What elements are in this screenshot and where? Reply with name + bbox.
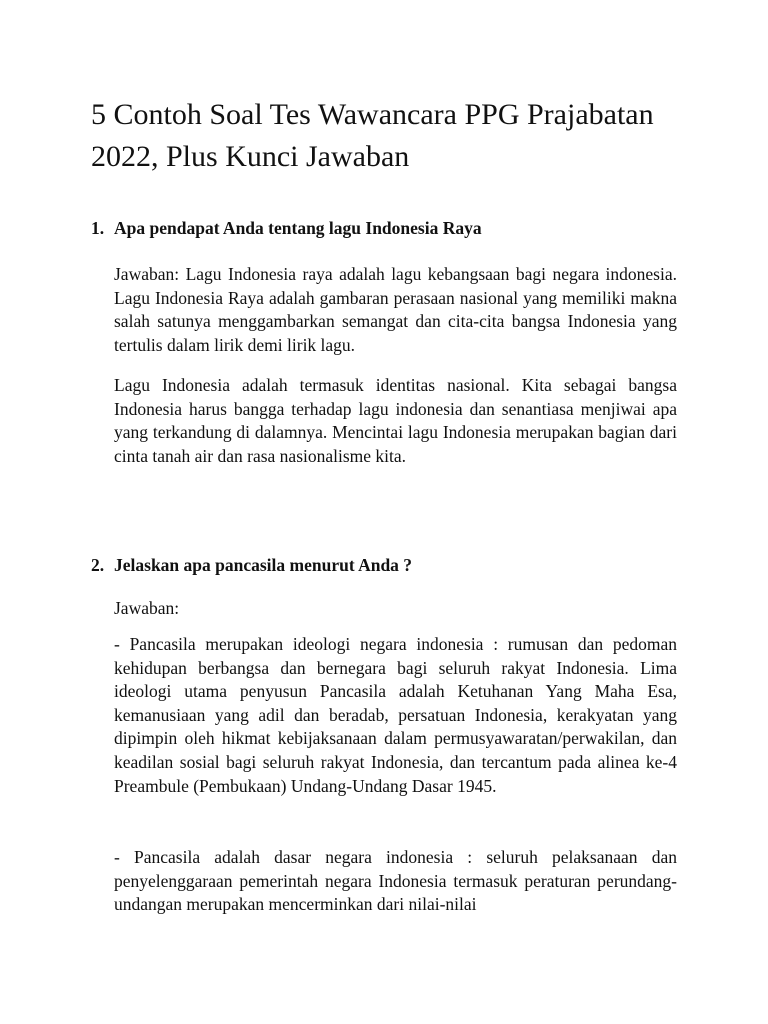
answer-paragraph: Lagu Indonesia adalah termasuk identitas nasional. Kita sebagai bangsa Indonesia harus bangga terhadap lagu indonesia dan senantiasa menjiwai apa yang terkandung di dalamnya. Mencintai lagu Indonesia merupakan bagian dari cinta tanah air dan rasa nasionalisme kita.	[114, 375, 677, 466]
answer-label: Jawaban:	[114, 598, 180, 618]
question-number: 1.	[91, 218, 105, 238]
question-2	[91, 554, 691, 576]
question-number: 2.	[91, 555, 105, 575]
question-1	[91, 217, 691, 239]
answer-paragraph: - Pancasila merupakan ideologi negara indonesia : rumusan dan pedoman kehidupan berbangsa dan bernegara bagi seluruh rakyat Indonesia. Lima ideologi utama penyusun Pancasila adalah Ketuhanan Yang Maha Esa, kemanusiaan yang adil dan beradab, persatuan Indonesia, kerakyatan yang dipimpin oleh hikmat kebijaksanaan dalam permusyawaratan/perwakilan, dan keadilan sosial bagi seluruh rakyat Indonesia, dan tercantum pada alinea ke-4 Preambule (Pembukaan) Undang-Undang Dasar 1945.	[114, 634, 677, 796]
question-text: Apa pendapat Anda tentang lagu Indonesia Raya	[114, 218, 482, 238]
answer-paragraph: Jawaban: Lagu Indonesia raya adalah lagu kebangsaan bagi negara indonesia. Lagu Indonesia Raya adalah gambaran perasaan nasional yang memiliki makna salah satunya menggambarkan semangat dan cita-cita bangsa Indonesia yang tertulis dalam lirik demi lirik lagu.	[114, 264, 677, 355]
answer-paragraph: - Pancasila adalah dasar negara indonesia : seluruh pelaksanaan dan penyelenggaraan pemerintah negara Indonesia termasuk peraturan perundang- undangan merupakan mencerminkan dari nilai-nilai	[114, 847, 677, 915]
question-text: Jelaskan apa pancasila menurut Anda ?	[114, 555, 413, 575]
document-title: 5 Contoh Soal Tes Wawancara PPG Prajabatan 2022, Plus Kunci Jawaban	[91, 98, 654, 173]
